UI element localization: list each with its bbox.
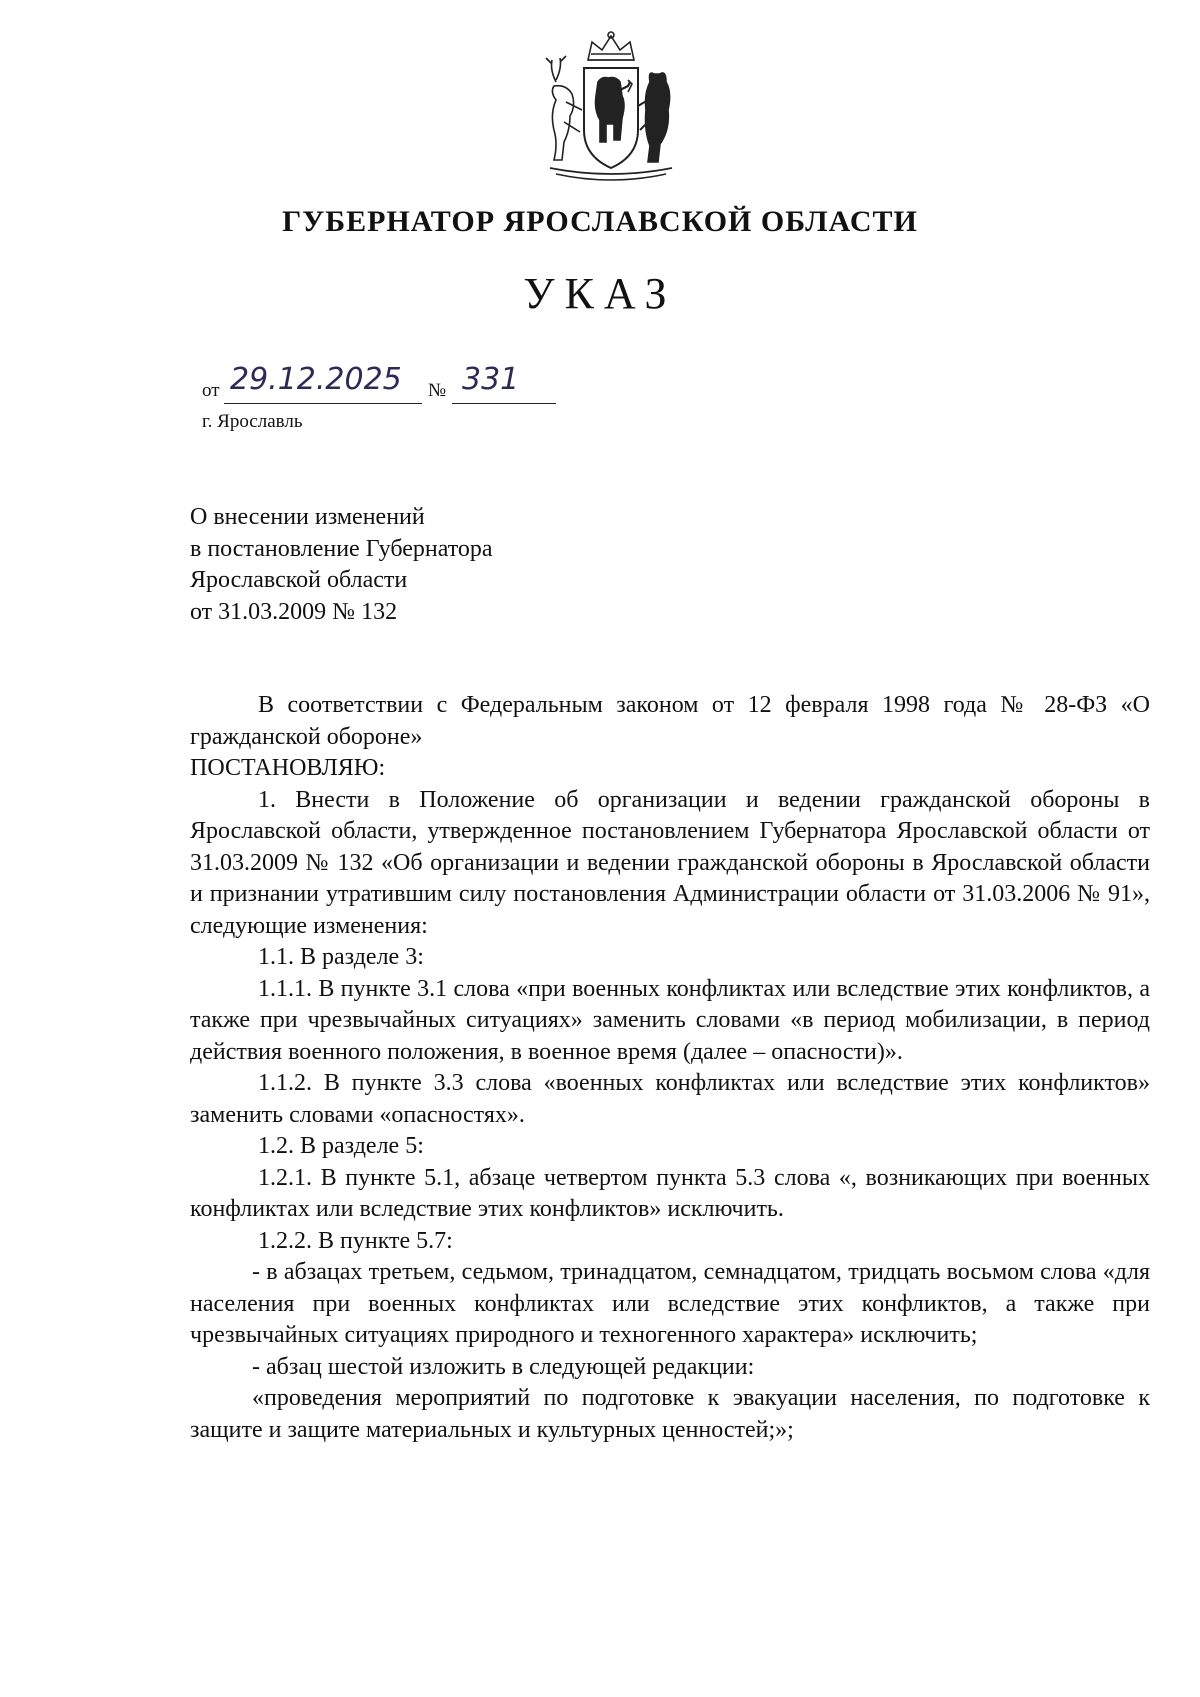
subject-line: О внесении изменений xyxy=(190,504,425,530)
subject-block xyxy=(190,502,493,628)
clause-1-1: 1.1. В разделе 3: xyxy=(258,944,424,970)
subject-line: Ярославской области xyxy=(190,567,408,593)
number-prefix: № xyxy=(428,380,447,401)
handwritten-number: 331 xyxy=(462,362,520,397)
clause-1-2-1: 1.2.1. В пункте 5.1, абзаце четвертом пункта 5.3 слова «, возникающих при военных конфликтах или вследствие этих конфликтов» исключить. xyxy=(190,1164,1150,1222)
subject-line: от 31.03.2009 № 132 xyxy=(190,598,398,625)
handwritten-date: 29.12.2025 xyxy=(230,362,402,397)
date-underline xyxy=(224,403,422,404)
clause-1: 1. Внести в Положение об организации и ведении гражданской обороны в Ярославской области, утвержденное постановлением Губернатора Ярославской области от 31.03.2009 № 132 «Об организации и ведении гражданской обороны в Ярославской области и признании утратившим силу постановления Администрации области от 31.03.2006 № 91», следующие изменения: xyxy=(190,786,1150,939)
clause-1-2-2: 1.2.2. В пункте 5.7: xyxy=(258,1227,453,1254)
clause-1-1-2: 1.1.2. В пункте 3.3 слова «военных конфликтах или вследствие этих конфликтов» заменить словами «опасностях». xyxy=(190,1070,1150,1128)
list-item: - в абзацах третьем, седьмом, тринадцатом, семнадцатом, тридцать восьмом слова «для населения при военных конфликтах или вследствие этих конфликтов, а также при чрезвычайных ситуациях природного и техногенного характера» исключить; xyxy=(190,1259,1150,1348)
list-item: - абзац шестой изложить в следующей редакции: xyxy=(252,1353,755,1380)
subject-line: в постановление Губернатора xyxy=(190,535,493,562)
resolution-word: ПОСТАНОВЛЯЮ: xyxy=(190,755,386,781)
clause-1-2: 1.2. В разделе 5: xyxy=(258,1133,424,1159)
document-type-title: УКАЗ xyxy=(523,269,677,318)
date-prefix: от xyxy=(202,380,220,401)
preamble-paragraph: В соответствии с Федеральным законом от 12 февраля 1998 года № 28-ФЗ «О гражданской обороне» xyxy=(190,692,1150,750)
document-body xyxy=(190,690,1150,1446)
coat-of-arms-emblem xyxy=(536,30,686,188)
number-underline xyxy=(452,403,556,404)
quoted-paragraph: «проведения мероприятий по подготовке к эвакуации населения, по подготовке к защите и защите материальных и культурных ценностей;»; xyxy=(190,1385,1150,1443)
clause-1-1-1: 1.1.1. В пункте 3.1 слова «при военных конфликтах или вследствие этих конфликтов, а также при чрезвычайных ситуациях» заменить словами «в период мобилизации, в период действия военного положения, в военное время (далее – опасности)». xyxy=(190,975,1150,1065)
authority-title: ГУБЕРНАТОР ЯРОСЛАВСКОЙ ОБЛАСТИ xyxy=(282,205,918,238)
city-line: г. Ярославль xyxy=(202,411,303,432)
